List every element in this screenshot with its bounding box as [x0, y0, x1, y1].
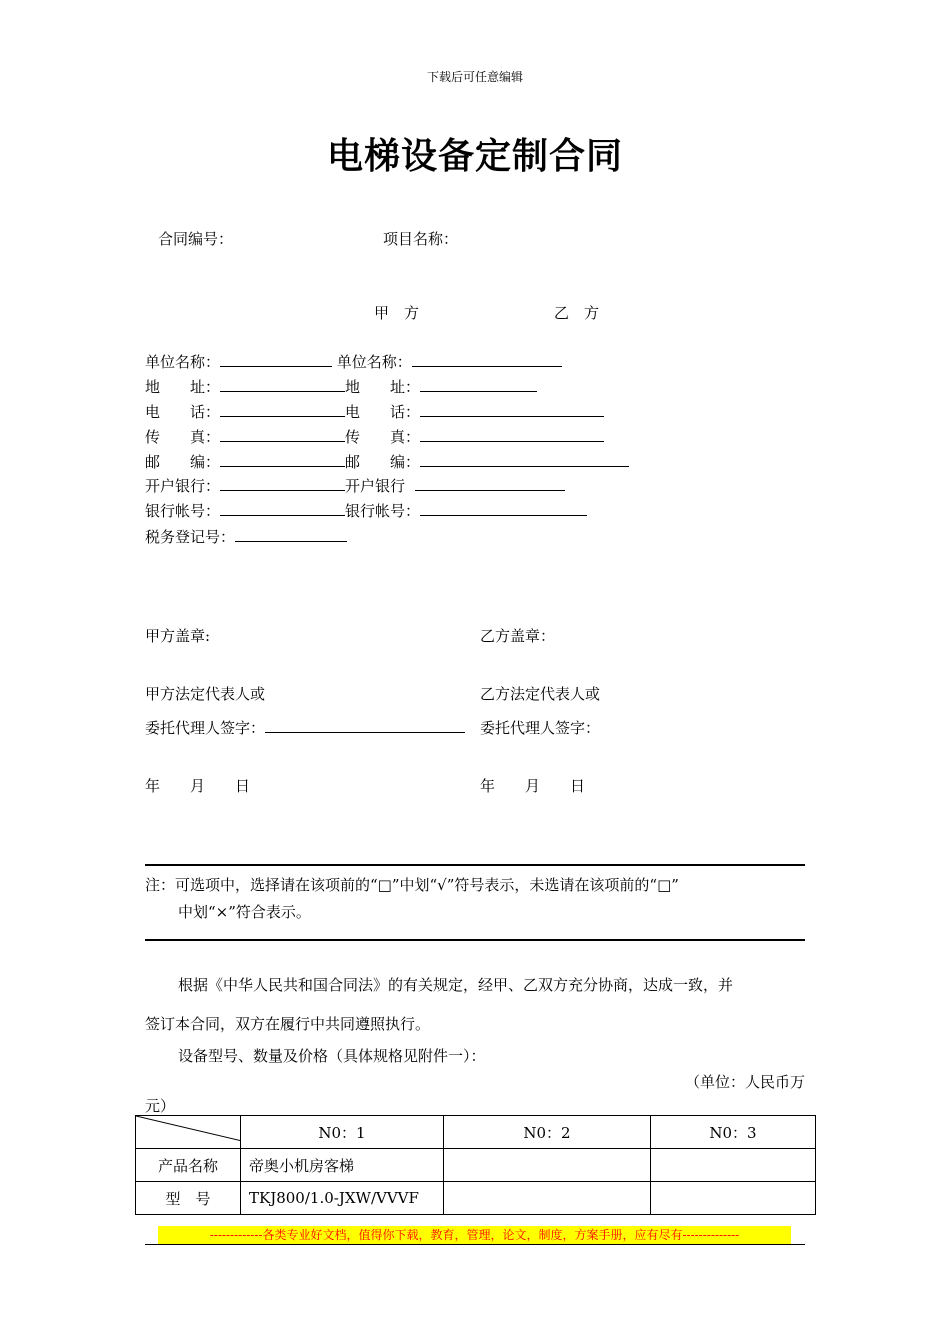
party-a-field-blank[interactable] [220, 475, 345, 491]
party-a-rep-line1: 甲方法定代表人或 [145, 685, 266, 703]
party-a-field-blank[interactable] [220, 500, 345, 516]
body-paragraph-line2: 签订本合同，双方在履行中共同遵照执行。 [145, 1015, 431, 1033]
field-row [145, 426, 604, 447]
party-b-field-label: 单位名称： [336, 353, 412, 371]
month-label: 月 [525, 777, 541, 795]
party-b-field-blank[interactable] [420, 500, 587, 516]
field-row [145, 351, 562, 372]
field-row [145, 451, 629, 472]
equipment-table [135, 1115, 816, 1215]
party-a-field-blank[interactable] [220, 401, 345, 417]
diagonal-header-cell [136, 1116, 241, 1149]
party-b-field-label: 银行帐号： [345, 502, 421, 520]
day-label: 日 [235, 777, 251, 795]
party-b-field-blank[interactable] [420, 426, 604, 442]
document-title: 电梯设备定制合同 [326, 135, 623, 177]
party-a-field-label: 单位名称： [145, 353, 221, 371]
row-label: 型 号 [136, 1182, 241, 1215]
table-row [136, 1149, 816, 1182]
party-b-seal-label: 乙方盖章： [480, 627, 556, 645]
table-header-cell: N0：3 [651, 1116, 816, 1149]
project-name-label: 项目名称： [383, 230, 459, 248]
table-cell[interactable] [444, 1149, 651, 1182]
unit-note-line2: 元） [145, 1097, 176, 1115]
field-row [145, 475, 565, 496]
footer-rule [145, 1244, 805, 1245]
party-a-field-label: 电 话： [145, 403, 221, 421]
field-row [145, 376, 537, 397]
party-a-seal-label: 甲方盖章: [145, 627, 211, 645]
party-b-field-label: 地 址： [345, 378, 421, 396]
party-b-rep-line2: 委托代理人签字： [480, 719, 601, 737]
party-b-field-label: 邮 编： [345, 453, 421, 471]
unit-note-line1: （单位：人民币万 [684, 1073, 805, 1091]
party-a-field-blank[interactable] [220, 426, 345, 442]
table-header-cell: N0：1 [241, 1116, 444, 1149]
party-b-heading: 乙 方 [554, 304, 600, 322]
party-a-field-label: 邮 编： [145, 453, 221, 471]
party-a-field-label: 传 真： [145, 428, 221, 446]
table-header-row [136, 1116, 816, 1149]
party-b-field-blank[interactable] [412, 351, 562, 367]
party-b-field-blank[interactable] [420, 401, 604, 417]
party-b-field-label: 开户银行 [345, 477, 406, 495]
party-a-field-blank[interactable] [220, 451, 345, 467]
table-row [136, 1182, 816, 1215]
party-b-field-blank[interactable] [415, 475, 565, 491]
party-a-field-blank[interactable] [220, 376, 345, 392]
party-b-rep-line1: 乙方法定代表人或 [480, 685, 601, 703]
party-b-field-label: 传 真： [345, 428, 421, 446]
party-b-field-blank[interactable] [420, 451, 629, 467]
body-paragraph-line1: 根据《中华人民共和国合同法》的有关规定，经甲、乙双方充分协商，达成一致，并 [178, 976, 734, 994]
party-a-field-label: 银行帐号： [145, 502, 221, 520]
equipment-intro: 设备型号、数量及价格（具体规格见附件一）： [178, 1047, 486, 1065]
field-row [145, 401, 604, 422]
party-a-field-blank[interactable] [220, 351, 332, 367]
table-cell[interactable] [651, 1182, 816, 1215]
header-note: 下载后可任意编辑 [426, 70, 523, 84]
day-label: 日 [570, 777, 586, 795]
table-cell[interactable]: TKJ800/1.0-JXW/VVVF [241, 1182, 444, 1215]
table-cell[interactable]: 帝奥小机房客梯 [241, 1149, 444, 1182]
party-a-date [145, 775, 250, 796]
table-cell[interactable] [651, 1149, 816, 1182]
note-top-rule [145, 864, 805, 866]
note-line1: 注：可选项中，选择请在该项前的“□”中划“√”符号表示，未选请在该项前的“□” [145, 876, 679, 894]
party-a-heading: 甲 方 [374, 304, 420, 322]
field-row [145, 500, 587, 521]
tax-label: 税务登记号： [145, 528, 236, 546]
party-a-signature-blank[interactable] [265, 717, 465, 733]
row-label: 产品名称 [136, 1149, 241, 1182]
table-cell[interactable] [444, 1182, 651, 1215]
contract-no-label: 合同编号： [158, 230, 234, 248]
party-b-field-blank[interactable] [420, 376, 537, 392]
party-b-date [480, 775, 585, 796]
year-label: 年 [145, 777, 161, 795]
month-label: 月 [190, 777, 206, 795]
party-b-field-label: 电 话： [345, 403, 421, 421]
party-a-rep-line2: 委托代理人签字： [145, 719, 266, 737]
table-header-cell: N0：2 [444, 1116, 651, 1149]
tax-row [145, 526, 347, 547]
year-label: 年 [480, 777, 496, 795]
footer-banner: -------------各类专业好文档，值得你下载，教育，管理，论文，制度，方案手册，应有尽有-------------- [158, 1226, 791, 1244]
party-a-field-label: 地 址： [145, 378, 221, 396]
note-line2: 中划“×”符合表示。 [178, 903, 311, 921]
diagonal-line [136, 1116, 240, 1148]
note-bottom-rule [145, 939, 805, 941]
tax-blank[interactable] [235, 526, 347, 542]
party-a-signature-row [145, 717, 465, 738]
party-a-field-label: 开户银行： [145, 477, 221, 495]
